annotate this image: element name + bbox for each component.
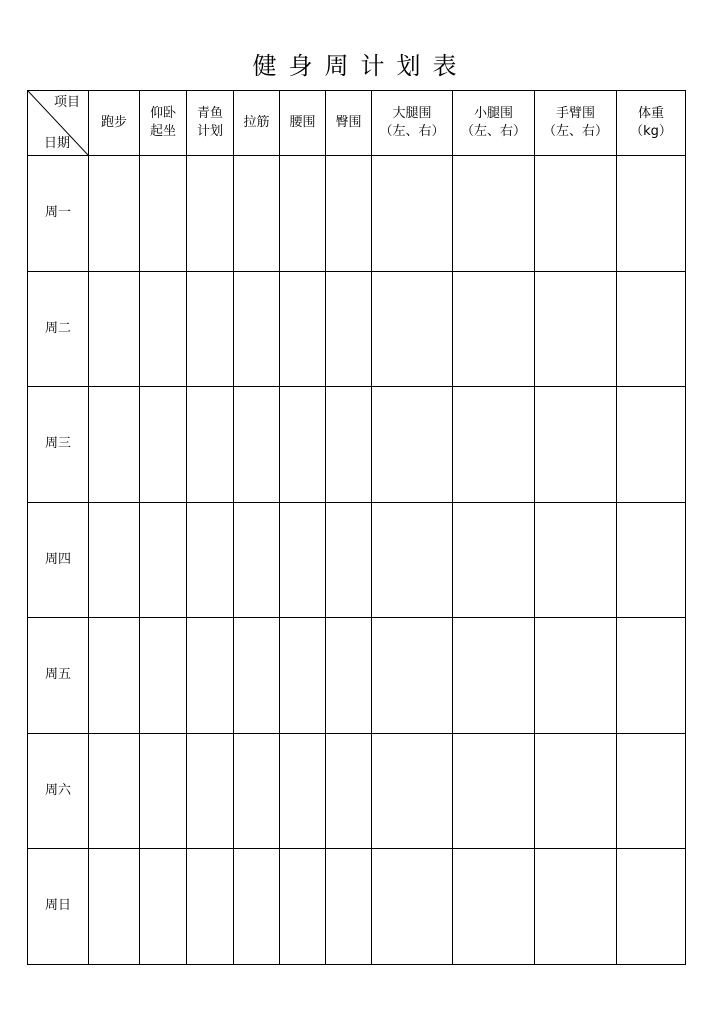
entry-cell[interactable] — [234, 387, 280, 503]
entry-cell[interactable] — [617, 271, 686, 387]
entry-cell[interactable] — [372, 502, 453, 618]
table-body — [28, 156, 686, 965]
column-header-hip: 臀围 — [326, 91, 372, 156]
table-row — [28, 502, 686, 618]
entry-cell[interactable] — [89, 618, 140, 734]
day-label-cell: 周日 — [28, 849, 89, 965]
entry-cell[interactable] — [89, 849, 140, 965]
entry-cell[interactable] — [535, 271, 617, 387]
entry-cell[interactable] — [372, 733, 453, 849]
entry-cell[interactable] — [326, 387, 372, 503]
entry-cell[interactable] — [89, 387, 140, 503]
entry-cell[interactable] — [453, 733, 535, 849]
table-row — [28, 733, 686, 849]
entry-cell[interactable] — [234, 618, 280, 734]
entry-cell[interactable] — [234, 156, 280, 272]
entry-cell[interactable] — [617, 733, 686, 849]
entry-cell[interactable] — [140, 849, 187, 965]
entry-cell[interactable] — [89, 271, 140, 387]
entry-cell[interactable] — [535, 733, 617, 849]
entry-cell[interactable] — [280, 156, 326, 272]
column-header-arm: 手臂围 （左、右） — [535, 91, 617, 156]
entry-cell[interactable] — [535, 387, 617, 503]
entry-cell[interactable] — [617, 849, 686, 965]
entry-cell[interactable] — [280, 849, 326, 965]
entry-cell[interactable] — [535, 849, 617, 965]
column-header-running: 跑步 — [89, 91, 140, 156]
entry-cell[interactable] — [326, 849, 372, 965]
entry-cell[interactable] — [326, 502, 372, 618]
day-label-cell: 周二 — [28, 271, 89, 387]
table-row — [28, 271, 686, 387]
column-header-situps: 仰卧 起坐 — [140, 91, 187, 156]
day-label-cell: 周四 — [28, 502, 89, 618]
entry-cell[interactable] — [326, 733, 372, 849]
entry-cell[interactable] — [234, 849, 280, 965]
entry-cell[interactable] — [535, 618, 617, 734]
entry-cell[interactable] — [326, 618, 372, 734]
entry-cell[interactable] — [453, 849, 535, 965]
entry-cell[interactable] — [140, 156, 187, 272]
item-axis-label: 项目 — [53, 95, 80, 110]
entry-cell[interactable] — [187, 618, 234, 734]
entry-cell[interactable] — [234, 271, 280, 387]
entry-cell[interactable] — [372, 387, 453, 503]
entry-cell[interactable] — [535, 156, 617, 272]
table-row — [28, 618, 686, 734]
entry-cell[interactable] — [617, 156, 686, 272]
entry-cell[interactable] — [140, 387, 187, 503]
entry-cell[interactable] — [234, 733, 280, 849]
entry-cell[interactable] — [372, 618, 453, 734]
entry-cell[interactable] — [89, 502, 140, 618]
entry-cell[interactable] — [280, 618, 326, 734]
entry-cell[interactable] — [453, 387, 535, 503]
column-header-weight: 体重 （kg） — [617, 91, 686, 156]
entry-cell[interactable] — [453, 502, 535, 618]
day-label-cell: 周一 — [28, 156, 89, 272]
entry-cell[interactable] — [535, 502, 617, 618]
corner-header-cell — [28, 91, 89, 156]
entry-cell[interactable] — [187, 387, 234, 503]
entry-cell[interactable] — [187, 271, 234, 387]
column-header-thigh: 大腿围 （左、右） — [372, 91, 453, 156]
entry-cell[interactable] — [187, 502, 234, 618]
entry-cell[interactable] — [187, 849, 234, 965]
entry-cell[interactable] — [453, 618, 535, 734]
entry-cell[interactable] — [280, 502, 326, 618]
entry-cell[interactable] — [234, 502, 280, 618]
table-row — [28, 387, 686, 503]
page-title: 健身周计划表 — [252, 52, 469, 80]
entry-cell[interactable] — [617, 387, 686, 503]
entry-cell[interactable] — [140, 502, 187, 618]
day-label-cell: 周三 — [28, 387, 89, 503]
fitness-plan-table — [27, 90, 686, 965]
day-label-cell: 周五 — [28, 618, 89, 734]
date-axis-label: 日期 — [44, 136, 71, 151]
entry-cell[interactable] — [280, 271, 326, 387]
day-label-cell: 周六 — [28, 733, 89, 849]
entry-cell[interactable] — [372, 849, 453, 965]
entry-cell[interactable] — [453, 271, 535, 387]
entry-cell[interactable] — [617, 502, 686, 618]
entry-cell[interactable] — [453, 156, 535, 272]
entry-cell[interactable] — [280, 733, 326, 849]
entry-cell[interactable] — [617, 618, 686, 734]
entry-cell[interactable] — [89, 156, 140, 272]
column-header-calf: 小腿围 （左、右） — [453, 91, 535, 156]
entry-cell[interactable] — [140, 618, 187, 734]
entry-cell[interactable] — [140, 271, 187, 387]
entry-cell[interactable] — [326, 156, 372, 272]
entry-cell[interactable] — [187, 733, 234, 849]
entry-cell[interactable] — [187, 156, 234, 272]
table-row — [28, 156, 686, 272]
entry-cell[interactable] — [372, 156, 453, 272]
table-row — [28, 849, 686, 965]
entry-cell[interactable] — [280, 387, 326, 503]
entry-cell[interactable] — [89, 733, 140, 849]
column-header-qingyu-plan: 青鱼 计划 — [187, 91, 234, 156]
entry-cell[interactable] — [372, 271, 453, 387]
header-row — [28, 91, 686, 156]
entry-cell[interactable] — [140, 733, 187, 849]
entry-cell[interactable] — [326, 271, 372, 387]
column-header-waist: 腰围 — [280, 91, 326, 156]
column-header-stretching: 拉筋 — [234, 91, 280, 156]
